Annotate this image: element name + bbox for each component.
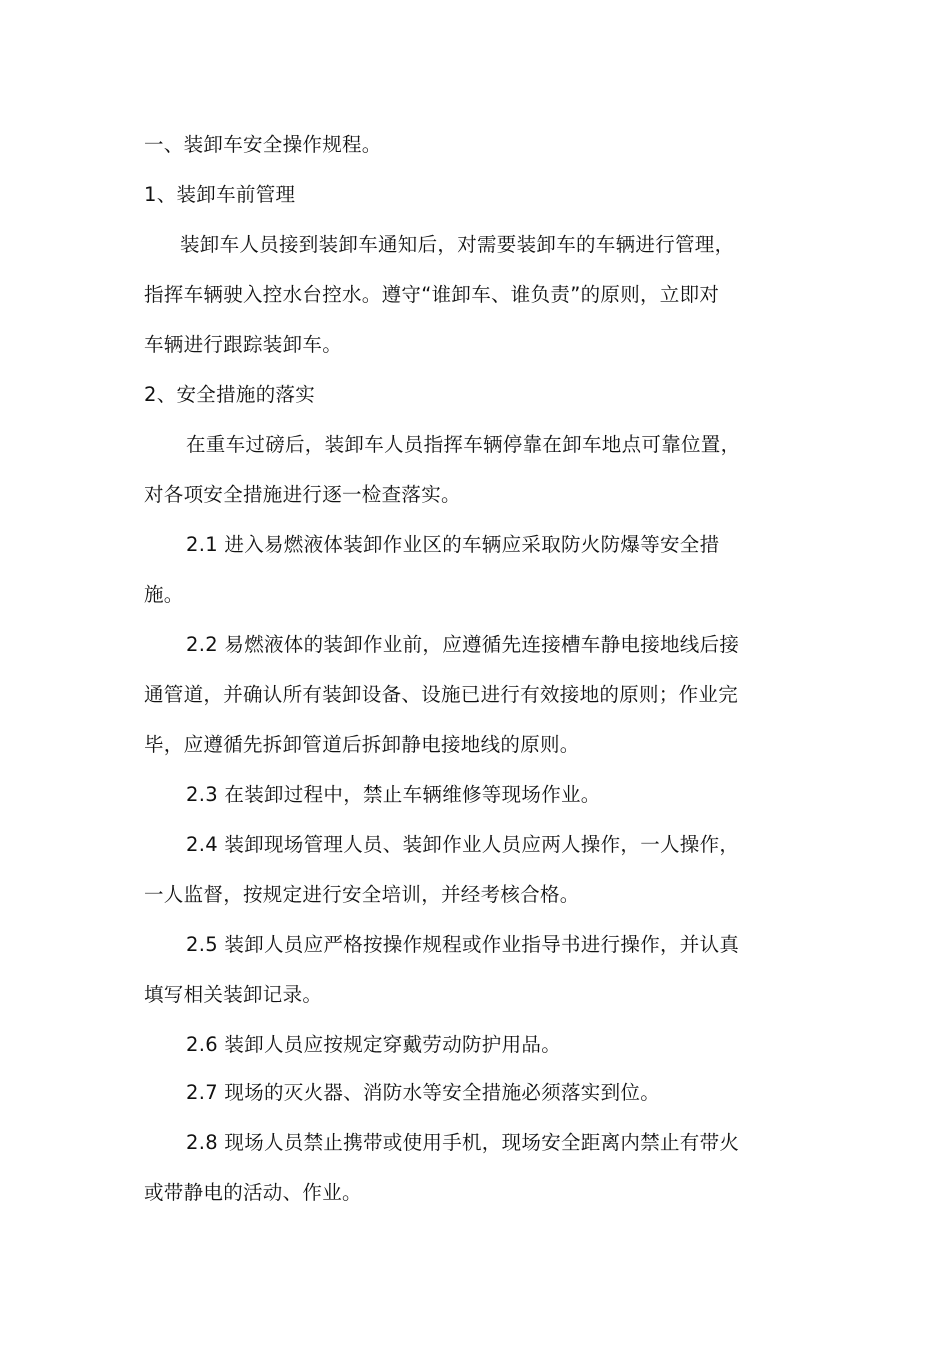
section-1-title: 1、装卸车前管理 <box>144 183 296 206</box>
item-2-6-line: 2.6 装卸人员应按规定穿戴劳动防护用品。 <box>186 1033 562 1056</box>
item-2-8-line: 或带静电的活动、作业。 <box>144 1181 362 1204</box>
item-2-7-line: 2.7 现场的灭火器、消防水等安全措施必须落实到位。 <box>186 1081 661 1104</box>
item-2-5-line: 填写相关装卸记录。 <box>144 983 323 1006</box>
item-2-1-line: 2.1 进入易燃液体装卸作业区的车辆应采取防火防爆等安全措 <box>186 533 720 556</box>
document-heading: 一、装卸车安全操作规程。 <box>144 133 382 156</box>
item-2-2-line: 通管道，并确认所有装卸设备、设施已进行有效接地的原则；作业完 <box>144 683 739 706</box>
item-2-2-line: 毕，应遵循先拆卸管道后拆卸静电接地线的原则。 <box>144 733 580 756</box>
section-1-paragraph-line: 指挥车辆驶入控水台控水。遵守“谁卸车、谁负责”的原则，立即对 <box>144 283 720 306</box>
item-2-4-line: 一人监督，按规定进行安全培训，并经考核合格。 <box>144 883 580 906</box>
item-2-5-line: 2.5 装卸人员应严格按操作规程或作业指导书进行操作，并认真 <box>186 933 740 956</box>
section-2-title: 2、安全措施的落实 <box>144 383 316 406</box>
section-1-paragraph-line: 装卸车人员接到装卸车通知后，对需要装卸车的车辆进行管理， <box>180 233 735 256</box>
item-2-4-line: 2.4 装卸现场管理人员、装卸作业人员应两人操作，一人操作， <box>186 833 740 856</box>
section-1-paragraph-line: 车辆进行跟踪装卸车。 <box>144 333 343 356</box>
section-2-intro-line: 对各项安全措施进行逐一检查落实。 <box>144 483 461 506</box>
section-2-intro-line: 在重车过磅后，装卸车人员指挥车辆停靠在卸车地点可靠位置， <box>186 433 741 456</box>
item-2-2-line: 2.2 易燃液体的装卸作业前，应遵循先连接槽车静电接地线后接 <box>186 633 740 656</box>
item-2-8-line: 2.8 现场人员禁止携带或使用手机，现场安全距离内禁止有带火 <box>186 1131 740 1154</box>
item-2-1-line: 施。 <box>144 583 184 606</box>
item-2-3-line: 2.3 在装卸过程中，禁止车辆维修等现场作业。 <box>186 783 601 806</box>
